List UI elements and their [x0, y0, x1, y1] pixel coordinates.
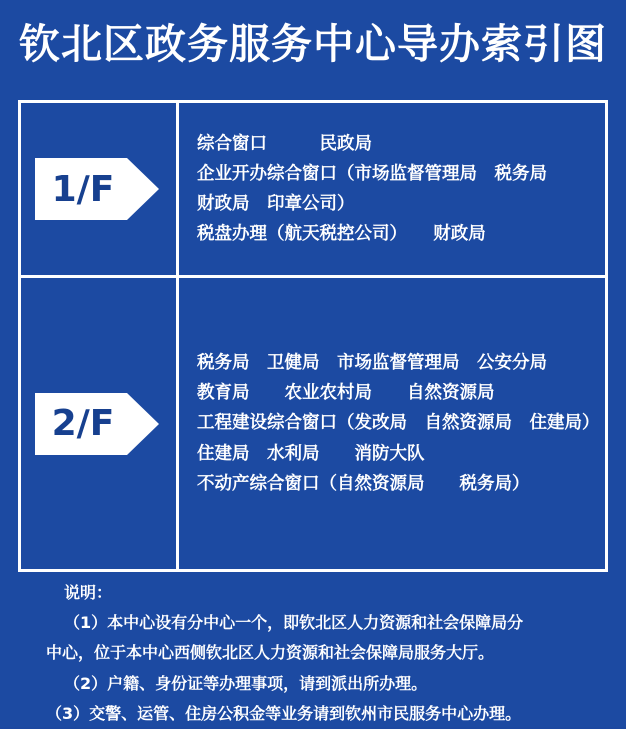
notes-heading: 说明：	[64, 583, 113, 602]
service-line: 税务局 卫健局 市场监督管理局 公安分局	[197, 353, 547, 374]
table-row	[21, 103, 605, 278]
right-arrow-icon	[35, 158, 159, 220]
floor-label-1f: 1/F	[51, 168, 115, 210]
service-line: 综合窗口 民政局	[197, 133, 372, 154]
notes-section	[18, 578, 614, 729]
note-line: 中心，位于本中心西侧钦北区人力资源和社会保障局服务大厅。	[46, 643, 495, 663]
floor-label-cell-2f	[21, 278, 179, 569]
floor-label-2f: 2/F	[51, 403, 115, 444]
service-line: 企业开办综合窗口（市场监督管理局 税务局	[197, 163, 547, 184]
service-line: 工程建设综合窗口（发改局 自然资源局 住建局）	[197, 413, 600, 434]
page-title: 钦北区政务服务中心导办索引图	[19, 20, 607, 68]
right-arrow-icon	[35, 393, 159, 455]
service-line: 税盘办理（航天税控公司） 财政局	[197, 224, 486, 245]
arrow-head	[127, 393, 159, 455]
arrow-head	[127, 158, 159, 220]
table-row	[21, 278, 605, 569]
floor-label-cell-1f	[21, 103, 179, 275]
note-line: （2）户籍、身份证等办理事项，请到派出所办理。	[64, 673, 428, 693]
note-line: （3）交警、运管、住房公积金等业务请到钦州市民服务中心办理。	[46, 703, 522, 723]
service-line: 住建局 水利局 消防大队	[197, 443, 425, 464]
floor-directory-table	[18, 100, 608, 572]
service-line: 不动产综合窗口（自然资源局 税务局）	[197, 473, 530, 494]
service-line: 教育局 农业农村局 自然资源局	[197, 383, 495, 404]
service-line: 财政局 印章公司）	[197, 194, 355, 214]
floor-services-cell-2f	[179, 278, 610, 569]
note-line: （1）本中心设有分中心一个，即钦北区人力资源和社会保障局分	[64, 613, 524, 633]
floor-services-cell-1f	[179, 103, 605, 275]
